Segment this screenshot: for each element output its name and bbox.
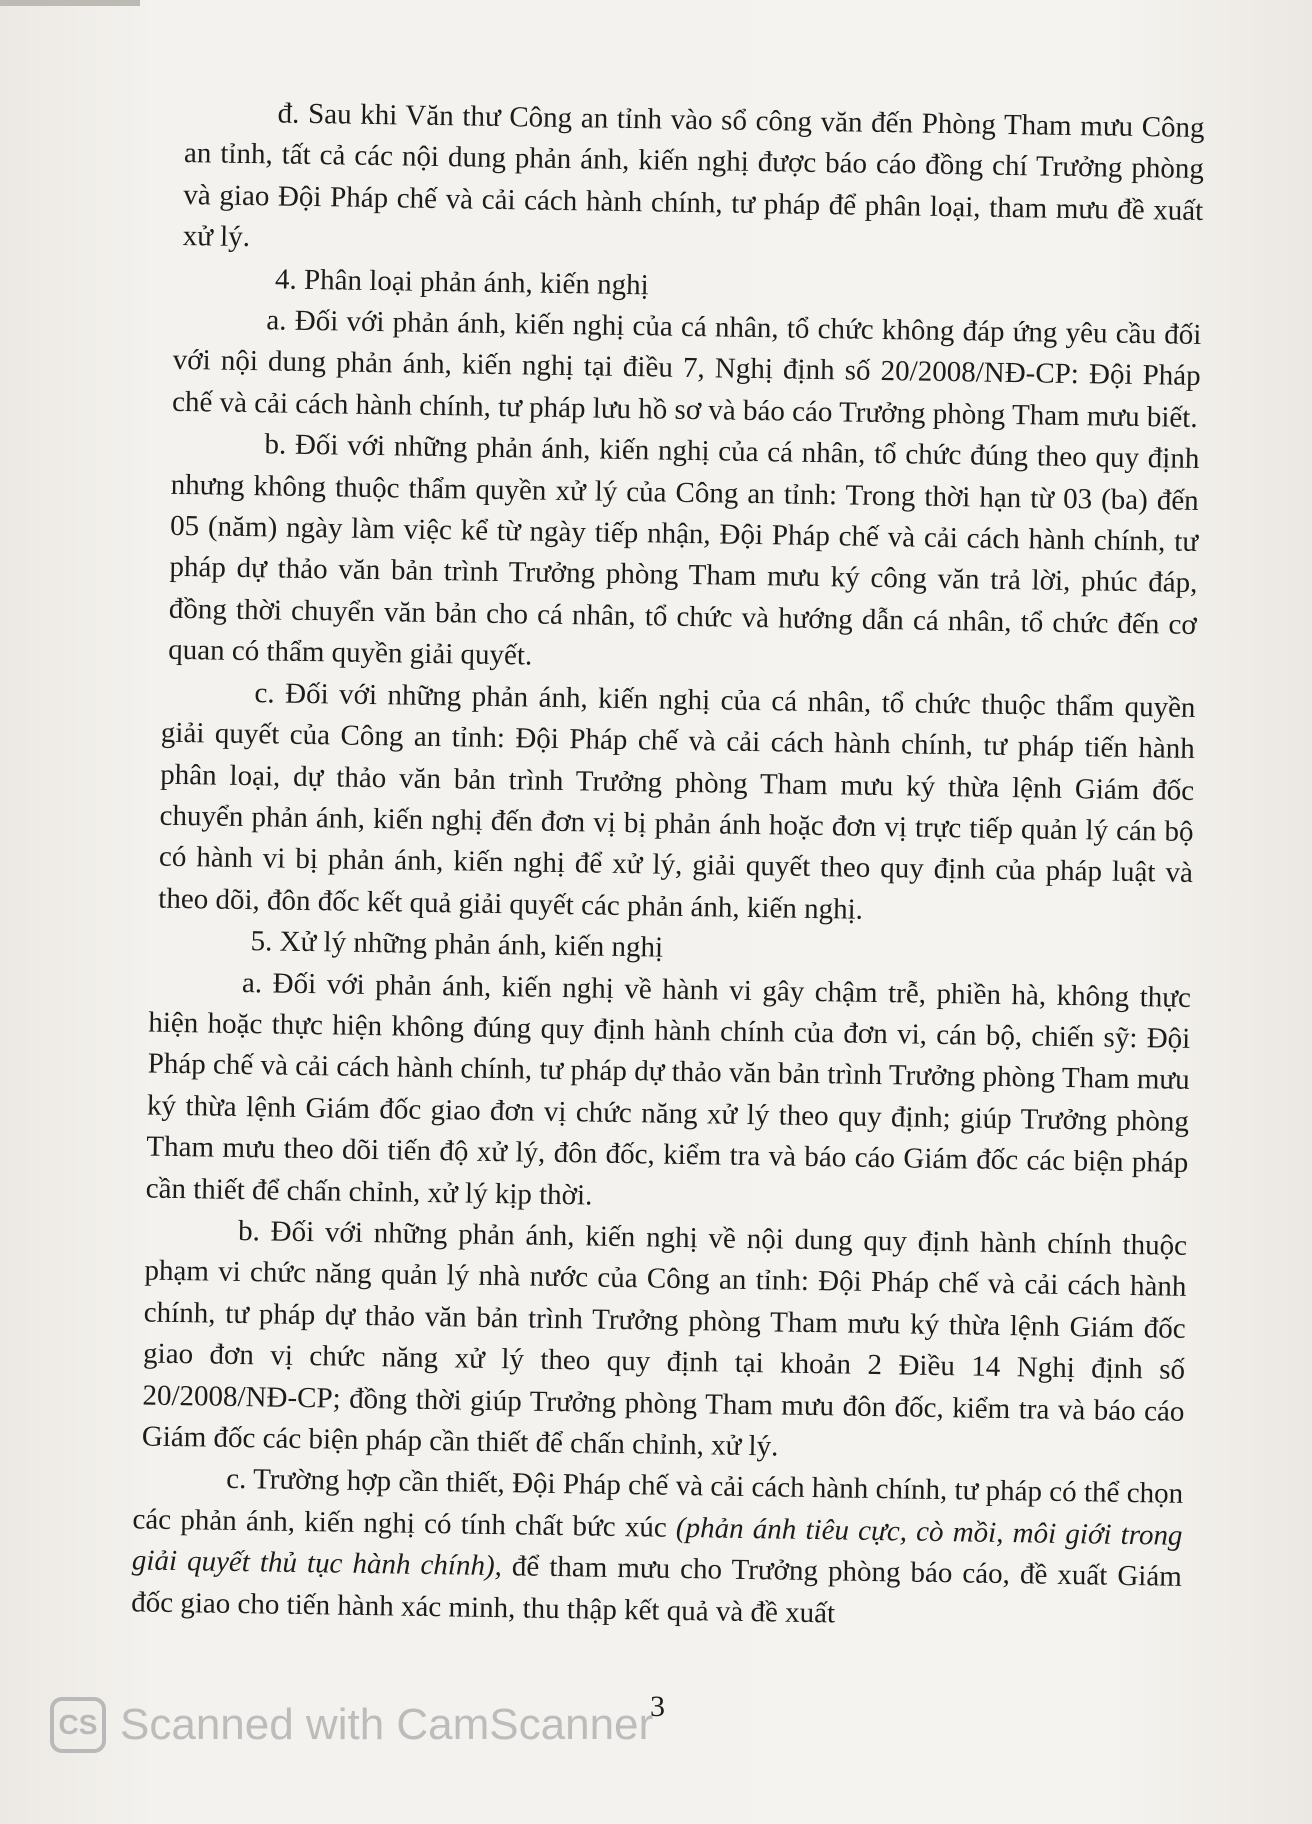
paragraph-5c-italic: (phản ánh tiêu cực, cò mồi, môi giới trong giải quyết thủ tục hành chính),	[131, 1511, 1183, 1583]
section-heading-5: 5. Xử lý những phản ánh, kiến nghị	[250, 925, 664, 964]
paragraph-5c	[131, 1458, 1183, 1640]
paragraph-5a: a. Đối với phản ánh, kiến nghị về hành vi gây chậm trễ, phiền hà, không thực hiện hoặc thực hiện không đúng quy định hành chính của đơn vi, cán bộ, chiến sỹ: Đội Pháp chế và cải cách hành chính, tư pháp dự thảo văn bản trình Trưởng phòng Tham mưu ký thừa lệnh Giám đốc giao đơn vị chức năng xử lý theo quy định; giúp Trưởng phòng Tham mưu theo dõi tiến độ xử lý, đôn đốc, kiểm tra và báo cáo Giám đốc các biện pháp cần thiết để chấn chỉnh, xử lý kịp thời.	[145, 966, 1192, 1212]
watermark-text: Scanned with CamScanner	[120, 1700, 654, 1749]
paragraph-5c-end: để tham mưu cho Trưởng phòng báo cáo, đề xuất Giám đốc giao cho tiến hành xác minh, thu thập kết quả và đề xuất	[131, 1550, 1183, 1630]
paragraph-4a: a. Đối với phản ánh, kiến nghị của cá nhân, tổ chức không đáp ứng yêu cầu đối với nội dung phản ánh, kiến nghị tại điều 7, Nghị định số 20/2008/NĐ-CP: Đội Pháp chế và cải cách hành chính, tư pháp lưu hồ sơ và báo cáo Trưởng phòng Tham mưu biết.	[171, 304, 1202, 434]
paragraph-4c: c. Đối với những phản ánh, kiến nghị của cá nhân, tổ chức thuộc thẩm quyền giải quyết của Công an tỉnh: Đội Pháp chế và cải cách hành chính, tư pháp tiến hành phân loại, dự thảo văn bản trình Trưởng phòng Tham mưu ký thừa lệnh Giám đốc chuyển phản ánh, kiến nghị đến đơn vị bị phản ánh hoặc đơn vị trực tiếp quản lý cán bộ có hành vi bị phản ánh, kiến nghị để xử lý, giải quyết theo quy định của pháp luật và theo dõi, đôn đốc kết quả giải quyết các phản ánh, kiến nghị.	[158, 676, 1196, 926]
page-number: 3	[650, 1690, 665, 1723]
camscanner-watermark	[50, 1697, 653, 1753]
section-heading-4: 4. Phân loại phản ánh, kiến nghị	[274, 263, 649, 301]
paragraph-5b: b. Đối với những phản ánh, kiến nghị về nội dung quy định hành chính thuộc phạm vi chức năng quản lý nhà nước của Công an tỉnh: Đội Pháp chế và cải cách hành chính, tư pháp dự thảo văn bản trình Trưởng phòng Tham mưu ký thừa lệnh Giám đốc giao đơn vị chức năng xử lý theo quy định tại khoản 2 Điều 14 Nghị định số 20/2008/NĐ-CP; đồng thời giúp Trưởng phòng Tham mưu đôn đốc, kiểm tra và báo cáo Giám đốc các biện pháp cần thiết để chấn chỉnh, xử lý.	[141, 1214, 1188, 1463]
paragraph-4b: b. Đối với những phản ánh, kiến nghị của cá nhân, tổ chức đúng theo quy định nhưng không thuộc thẩm quyền xử lý của Công an tỉnh: Trong thời hạn từ 03 (ba) đến 05 (năm) ngày làm việc kể từ ngày tiếp nhận, Đội Pháp chế và cải cách hành chính, tư pháp dự thảo văn bản trình Trưởng phòng Tham mưu ký công văn trả lời, phúc đáp, đồng thời chuyển văn bản cho cá nhân, tổ chức và hướng dẫn cá nhân, tổ chức đến cơ quan có thẩm quyền giải quyết.	[167, 428, 1200, 672]
document-body	[131, 92, 1205, 1640]
scan-edge-mark	[0, 0, 140, 6]
camscanner-logo-icon: CS	[50, 1697, 106, 1753]
paragraph-d: đ. Sau khi Văn thư Công an tỉnh vào sổ công văn đến Phòng Tham mưu Công an tỉnh, tất cả các nội dung phản ánh, kiến nghị được báo cáo đồng chí Trưởng phòng và giao Đội Pháp chế và cải cách hành chính, tư pháp để phân loại, tham mưu đề xuất xử lý.	[182, 97, 1205, 254]
paragraph-5c-start: c. Trường hợp cần thiết, Đội Pháp chế và cải cách hành chính, tư pháp có thể chọn các phản ánh, kiến nghị có tính chất bức xúc	[132, 1463, 1184, 1544]
